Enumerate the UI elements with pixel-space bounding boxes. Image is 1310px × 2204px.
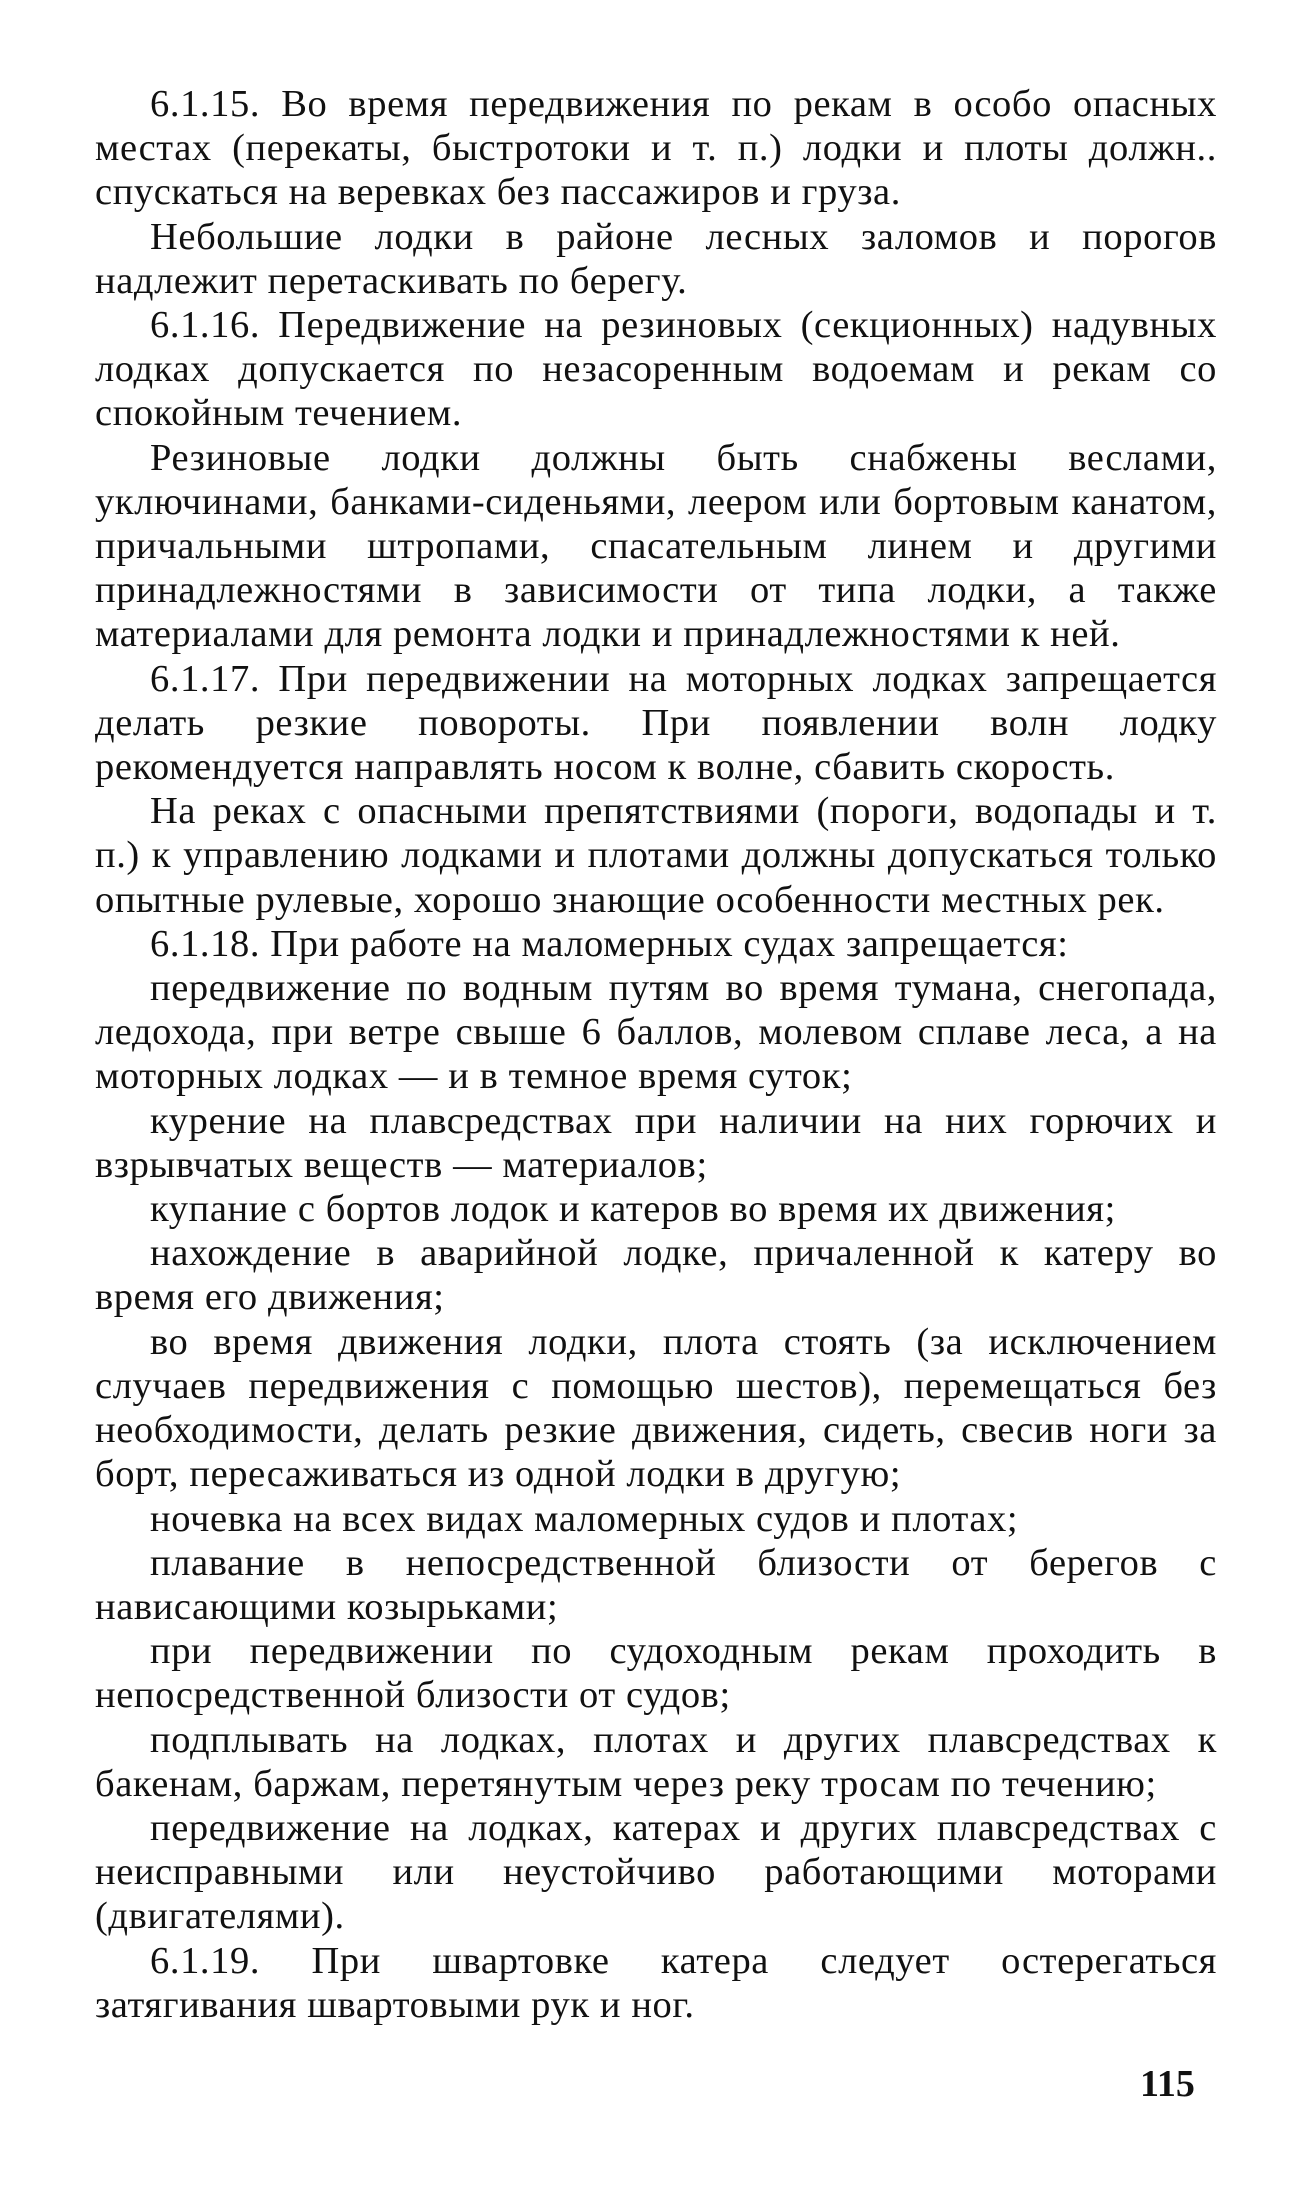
- paragraph: 6.1.16. Передвижение на резиновых (секционных) надувных лодках допускается по незасоренным водоемам и рекам со спокойным течением.: [95, 304, 1217, 435]
- list-item: купание с бортов лодок и катеров во время их движения;: [150, 1188, 1116, 1231]
- list-item: ночевка на всех видах маломерных судов и плотах;: [150, 1497, 1019, 1540]
- page-number: 115: [1140, 2063, 1195, 2105]
- paragraph: 6.1.15. Во время передвижения по рекам в особо опасных местах (перекаты, быстротоки и т. п.) лодки и плоты должн.. спускаться на веревках без пассажиров и груза.: [95, 83, 1217, 214]
- list-item: передвижение на лодках, катерах и других плавсредствах с неисправными или неустойчиво работающими моторами (двигателями).: [95, 1806, 1217, 1938]
- list-item: нахождение в аварийной лодке, причаленной к катеру во время его движения;: [95, 1232, 1217, 1319]
- page-body: [95, 82, 1217, 2027]
- paragraph: 6.1.18. При работе на маломерных судах запрещается:: [150, 922, 1069, 965]
- list-item: курение на плавсредствах при наличии на них горючих и взрывчатых веществ — материалов;: [95, 1099, 1217, 1186]
- paragraph: Небольшие лодки в районе лесных заломов и порогов надлежит перетаскивать по берегу.: [95, 215, 1217, 302]
- list-item: передвижение по водным путям во время тумана, снегопада, ледохода, при ветре свыше 6 баллов, молевом сплаве леса, а на моторных лодках — и в темное время суток;: [95, 967, 1217, 1098]
- paragraph: Резиновые лодки должны быть снабжены веслами, уключинами, банками-сиденьями, леером или бортовым канатом, причальными штропами, спасательным линем и другими принадлежностями в зависимости от типа лодки, а также материалами для ремонта лодки и принадлежностями к ней.: [95, 436, 1217, 656]
- list-item: при передвижении по судоходным рекам проходить в непосредственной близости от судов;: [95, 1630, 1217, 1717]
- paragraph: 6.1.19. При швартовке катера следует остерегаться затягивания швартовыми рук и ног.: [95, 1939, 1217, 2026]
- list-item: плавание в непосредственной близости от берегов с нависающими козырьками;: [95, 1541, 1217, 1628]
- paragraph: 6.1.17. При передвижении на моторных лодках запрещается делать резкие повороты. При появлении волн лодку рекомендуется направлять носом к волне, сбавить скорость.: [95, 657, 1217, 789]
- list-item: подплывать на лодках, плотах и других плавсредствах к бакенам, баржам, перетянутым через реку тросам по течению;: [95, 1718, 1217, 1805]
- list-item: во время движения лодки, плота стоять (за исключением случаев передвижения с помощью шестов), перемещаться без необходимости, делать резкие движения, сидеть, свесив ноги за борт, пересаживаться из одной лодки в другую;: [95, 1320, 1217, 1496]
- paragraph: На реках с опасными препятствиями (пороги, водопады и т. п.) к управлению лодками и плотами должны допускаться только опытные рулевые, хорошо знающие особенности местных рек.: [95, 790, 1217, 921]
